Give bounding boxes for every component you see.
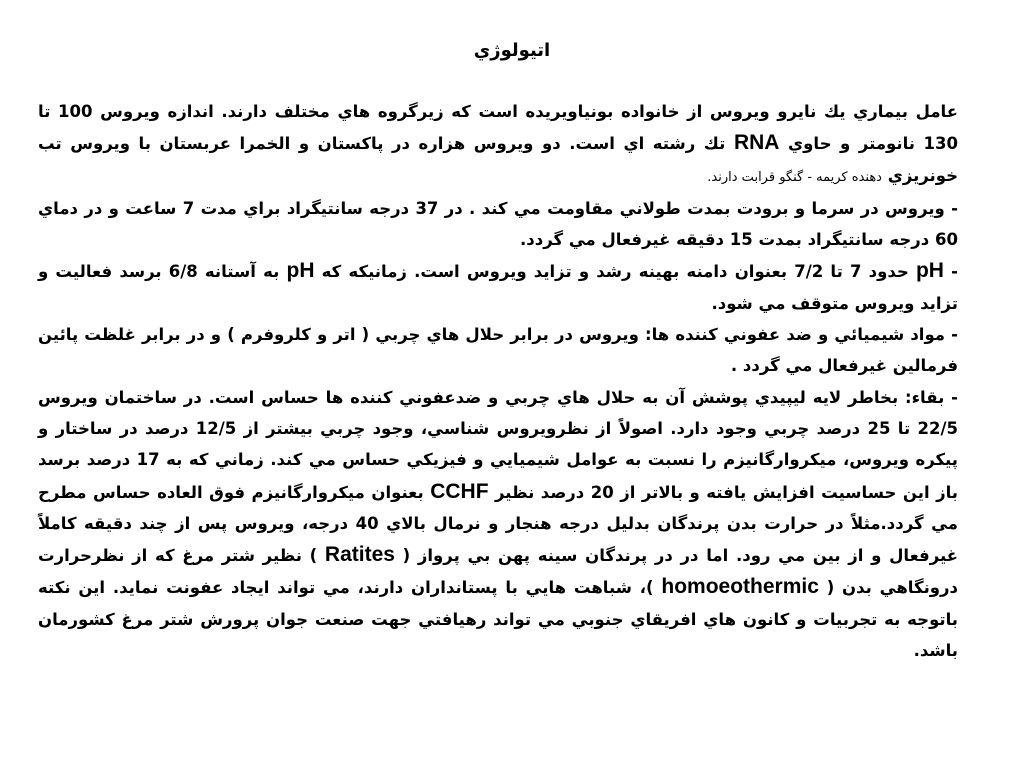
latin-term: pH — [286, 259, 315, 283]
paragraph-text: بعنوان ميكروارگانيزم فوق العاده حساس مطرح مي گردد.مثلاً در حرارت بدن پرندگان بدليل درجه هنجار و نرمال بالاي 40 درجه، ويروس پس از چند دقيقه كاملاً غيرفعال و از بين مي رود. اما در در پرندگان سينه پهن بي پرواز ( — [38, 482, 958, 566]
paragraph — [38, 193, 958, 256]
paragraph-text: عامل بيماري يك نايرو ويروس از خانواده بونياويريده است كه زيرگروه هاي مختلف دارند. اندازه ويروس 100 تا 130 نانومتر و حاوي — [38, 102, 959, 154]
paragraph-text: )، شباهت هايي با پستانداران دارند، مي تواند ايجاد عفونت نمايد. اين نكته باتوجه به تجربيات و كانون هاي افريقاي جنوبي مي تواند رهيافتي جهت صنعت جوان پرورش شتر مرغ كشورمان باشد. — [38, 578, 958, 661]
paragraph — [38, 96, 958, 193]
paragraph — [38, 319, 958, 382]
latin-term: pH — [915, 259, 944, 283]
paragraph-text: حدود 7 تا 7/2 بعنوان دامنه بهينه رشد و تزايد ويروس است. زمانيكه كه — [314, 262, 916, 282]
paragraph-text: - ويروس در سرما و برودت بمدت طولاني مقاومت مي كند . در 37 درجه سانتيگراد براي مدت 7 ساعت و در دماي 60 درجه سانتيگراد بمدت 15 دقيقه غيرفعال مي گردد. — [38, 198, 958, 250]
paragraph-text: تك رشته اي است. دو ويروس هزاره در پاكستان و الخمرا عربستان با ويروس تب خونريزي — [38, 134, 958, 185]
document-body — [38, 96, 958, 666]
paragraph-text: دهنده كريمه - گنگو قرابت دارند. — [707, 169, 882, 185]
paragraph-text: - بقاء: بخاطر لايه ليپيدي پوشش آن به حلال هاي چربي و ضدعفوني كننده ها حساس است. در ساختمان ويروس 22/5 تا 25 درصد چربي وجود دارد. اصولاً از نظرويروس شناسي، وجود چربي بيشتر از 12/5 درصد در ساختار و پيكره ويروس، ميكروارگانيزم را نسبت به عوامل شيميايي و فيزيكي حساس مي كند. زماني كه به 17 درصد برسد باز اين حساسيت افزايش يافته و بالاتر از 20 درصد نظير — [38, 387, 959, 502]
latin-term: Ratites — [324, 543, 395, 567]
paragraph-text: ) نظير شتر مرغ كه از نظرحرارت درونگاهي بدن ( — [38, 546, 958, 598]
paragraph-text: - مواد شيميائي و ضد عفوني كننده ها: ويروس در برابر حلال هاي چربي ( اتر و كلروفرم ) و در برابر غلظت پائين فرمالين غيرفعال مي گردد . — [38, 325, 958, 376]
latin-term: CCHF — [430, 479, 489, 503]
paragraph-text: به آستانه 6/8 برسد فعاليت و تزايد ويروس متوقف مي شود. — [38, 262, 958, 313]
paragraph-text: - — [943, 262, 959, 282]
paragraph — [38, 255, 958, 319]
latin-term: RNA — [733, 131, 780, 155]
page-title: اتيولوژي — [473, 40, 551, 61]
latin-term: homoeothermic — [661, 575, 819, 599]
paragraph — [38, 382, 958, 667]
